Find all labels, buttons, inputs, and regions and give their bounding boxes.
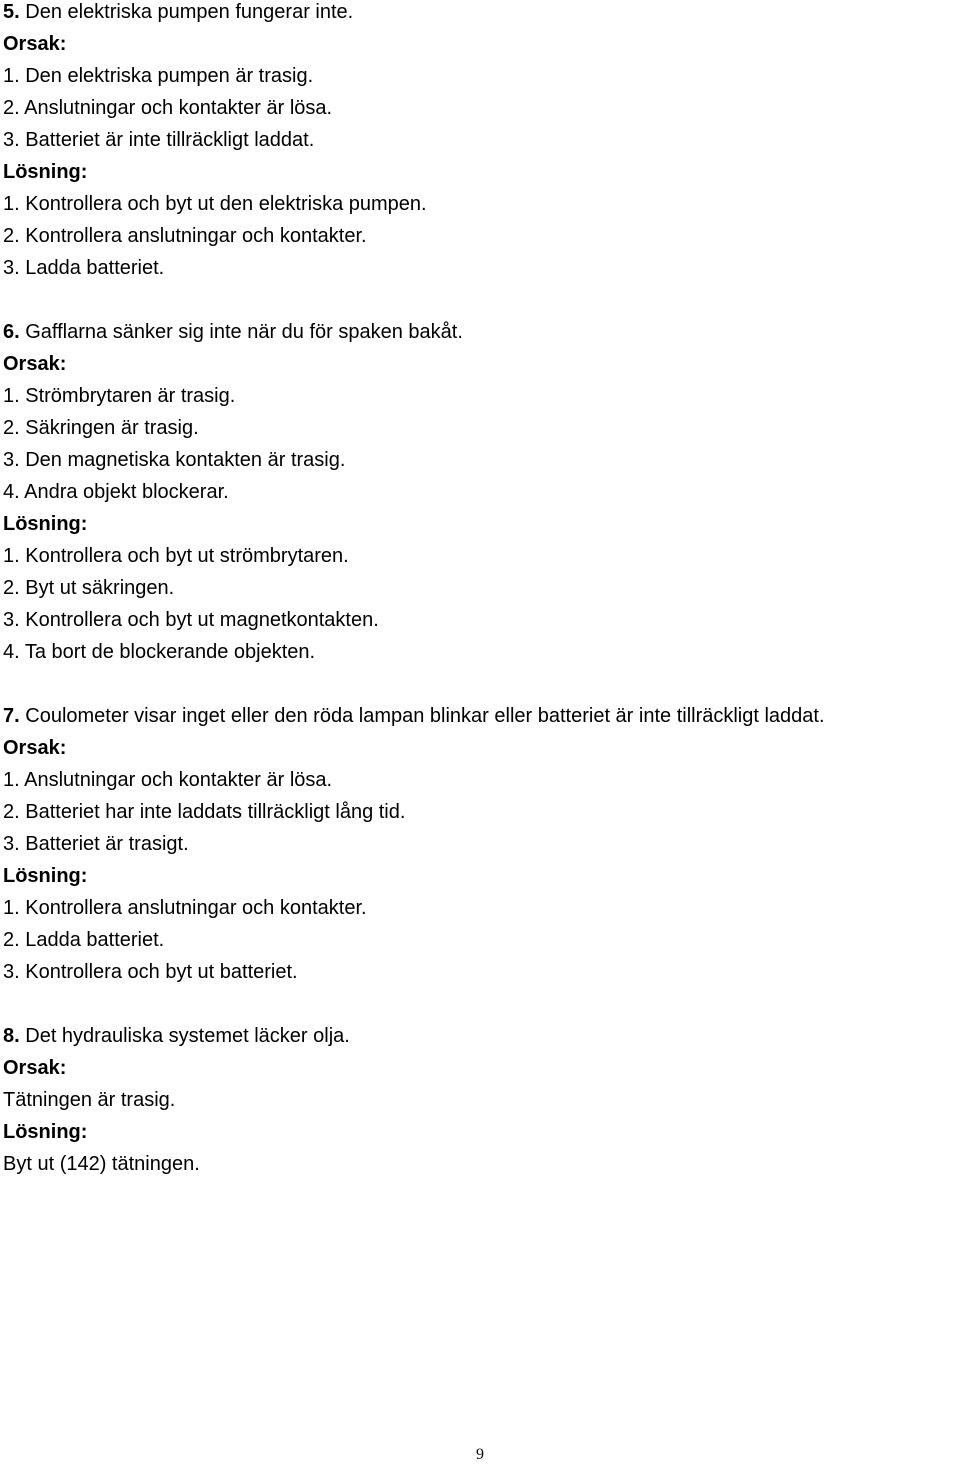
problem-number: 7. <box>3 705 20 727</box>
troubleshooting-section-7 <box>3 700 958 988</box>
cause-item: 3. Batteriet är inte tillräckligt laddat. <box>3 129 315 151</box>
solution-item: 2. Ladda batteriet. <box>3 929 165 951</box>
cause-item: 1. Den elektriska pumpen är trasig. <box>3 65 314 87</box>
page-number: 9 <box>476 1446 484 1463</box>
cause-item: 4. Andra objekt blockerar. <box>3 481 229 503</box>
problem-number: 6. <box>3 321 20 343</box>
cause-label: Orsak: <box>3 1057 67 1079</box>
problem-heading <box>3 0 958 28</box>
problem-title: Coulometer visar inget eller den röda lampan blinkar eller batteriet är inte tillräckligt laddat. <box>25 705 825 727</box>
problem-title: Gafflarna sänker sig inte när du för spaken bakåt. <box>25 321 463 343</box>
problem-heading <box>3 316 958 348</box>
cause-item: 3. Den magnetiska kontakten är trasig. <box>3 449 346 471</box>
cause-label: Orsak: <box>3 33 67 55</box>
solution-label: Lösning: <box>3 161 88 183</box>
solution-item: 4. Ta bort de blockerande objekten. <box>3 641 316 663</box>
solution-item: 2. Kontrollera anslutningar och kontakter. <box>3 225 367 247</box>
problem-heading <box>3 700 958 732</box>
solution-item: 1. Kontrollera och byt ut den elektriska pumpen. <box>3 193 427 215</box>
cause-label: Orsak: <box>3 353 67 375</box>
solution-item: 1. Kontrollera anslutningar och kontakter. <box>3 897 367 919</box>
problem-number: 5. <box>3 1 20 23</box>
cause-item: 2. Batteriet har inte laddats tillräckligt lång tid. <box>3 801 406 823</box>
problem-title: Det hydrauliska systemet läcker olja. <box>25 1025 350 1047</box>
cause-item: 2. Anslutningar och kontakter är lösa. <box>3 97 333 119</box>
problem-heading <box>3 1020 958 1052</box>
troubleshooting-section-6 <box>3 316 958 668</box>
problem-number: 8. <box>3 1025 20 1047</box>
solution-label: Lösning: <box>3 513 88 535</box>
solution-label: Lösning: <box>3 865 88 887</box>
cause-item: 2. Säkringen är trasig. <box>3 417 199 439</box>
troubleshooting-content <box>3 0 958 1180</box>
cause-label: Orsak: <box>3 737 67 759</box>
cause-item: 3. Batteriet är trasigt. <box>3 833 189 855</box>
troubleshooting-section-8 <box>3 1020 958 1180</box>
solution-item: 3. Kontrollera och byt ut batteriet. <box>3 961 298 983</box>
solution-label: Lösning: <box>3 1121 88 1143</box>
cause-item: 1. Anslutningar och kontakter är lösa. <box>3 769 333 791</box>
troubleshooting-section-5 <box>3 0 958 284</box>
cause-item: Tätningen är trasig. <box>3 1089 176 1111</box>
solution-item: 2. Byt ut säkringen. <box>3 577 175 599</box>
solution-item: 1. Kontrollera och byt ut strömbrytaren. <box>3 545 349 567</box>
problem-title: Den elektriska pumpen fungerar inte. <box>25 1 354 23</box>
solution-item: 3. Kontrollera och byt ut magnetkontakten. <box>3 609 379 631</box>
cause-item: 1. Strömbrytaren är trasig. <box>3 385 236 407</box>
solution-item: Byt ut (142) tätningen. <box>3 1153 200 1175</box>
solution-item: 3. Ladda batteriet. <box>3 257 165 279</box>
